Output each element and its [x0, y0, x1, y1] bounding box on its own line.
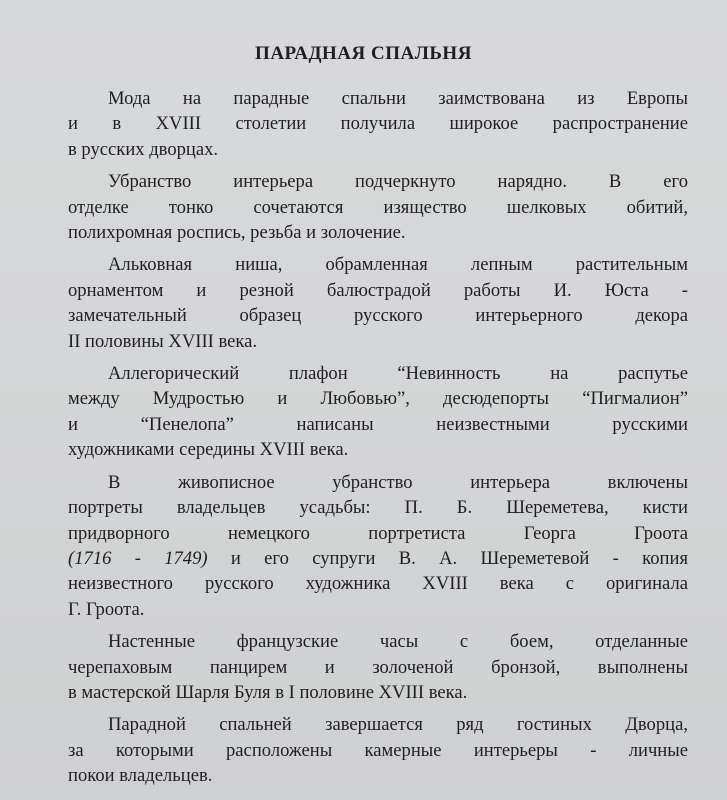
paragraph-3 — [68, 252, 688, 354]
dates-italic: (1716 - 1749) — [68, 547, 208, 569]
paragraph-line: В живописное убранство интерьера включены — [108, 471, 688, 493]
paragraph-line: покои владельцев. — [68, 765, 213, 787]
paragraph-line: полихромная роспись, резьба и золочение. — [68, 222, 406, 244]
paragraph-line-with-dates — [68, 546, 688, 571]
paragraph-line: Убранство интерьера подчеркнуто нарядно. В его — [108, 171, 688, 193]
paragraph-line: черепаховым панцирем и золоченой бронзой, выполнены — [68, 656, 688, 678]
paragraph-line: Аллегорический плафон “Невинность на распутье — [108, 363, 688, 385]
paragraph-line: орнаментом и резной балюстрадой работы И. Юста - — [68, 279, 688, 301]
paragraph-line: Парадной спальней завершается ряд гостиных Дворца, — [108, 714, 688, 736]
paragraph-2 — [68, 169, 688, 245]
paragraph-6 — [68, 629, 688, 705]
paragraph-line: и в XVIII столетии получила широкое распространение — [68, 113, 688, 135]
paragraph-line: портреты владельцев усадьбы: П. Б. Шереметева, кисти — [68, 497, 688, 519]
document-body — [68, 86, 689, 796]
paragraph-line: в мастерской Шарля Буля в I половине XVIII века. — [68, 681, 468, 703]
paragraph-line: в русских дворцах. — [68, 138, 219, 160]
paragraph-line: отделке тонко сочетаются изящество шелковых обитий, — [68, 196, 688, 218]
paragraph-line: и “Пенелопа” написаны неизвестными русскими — [68, 413, 688, 435]
paragraph-line: Г. Гроота. — [68, 598, 145, 620]
dates-line-rest: и его супруги В. А. Шереметевой - копия — [207, 547, 689, 569]
paragraph-line: II половины XVIII века. — [68, 330, 258, 352]
paragraph-4 — [68, 361, 688, 463]
paragraph-line: неизвестного русского художника XVIII века с оригинала — [68, 573, 688, 595]
paragraph-1 — [68, 86, 688, 162]
paragraph-line: Альковная ниша, обрамленная лепным растительным — [108, 254, 688, 276]
paragraph-line: замечательный образец русского интерьерного декора — [68, 305, 688, 327]
paragraph-line: Настенные французские часы с боем, отделанные — [108, 631, 688, 653]
page-title: ПАРАДНАЯ СПАЛЬНЯ — [255, 43, 472, 64]
paragraph-5 — [68, 470, 689, 622]
paragraph-line: художниками середины XVIII века. — [68, 439, 349, 461]
paragraph-7 — [68, 712, 688, 788]
paragraph-line: придворного немецкого портретиста Георга Гроота — [68, 522, 688, 544]
paragraph-line: за которыми расположены камерные интерьеры - личные — [68, 739, 688, 761]
paragraph-line: между Мудростью и Любовью”, десюдепорты “Пигмалион” — [68, 388, 688, 410]
paragraph-line: Мода на парадные спальни заимствована из Европы — [108, 88, 688, 109]
